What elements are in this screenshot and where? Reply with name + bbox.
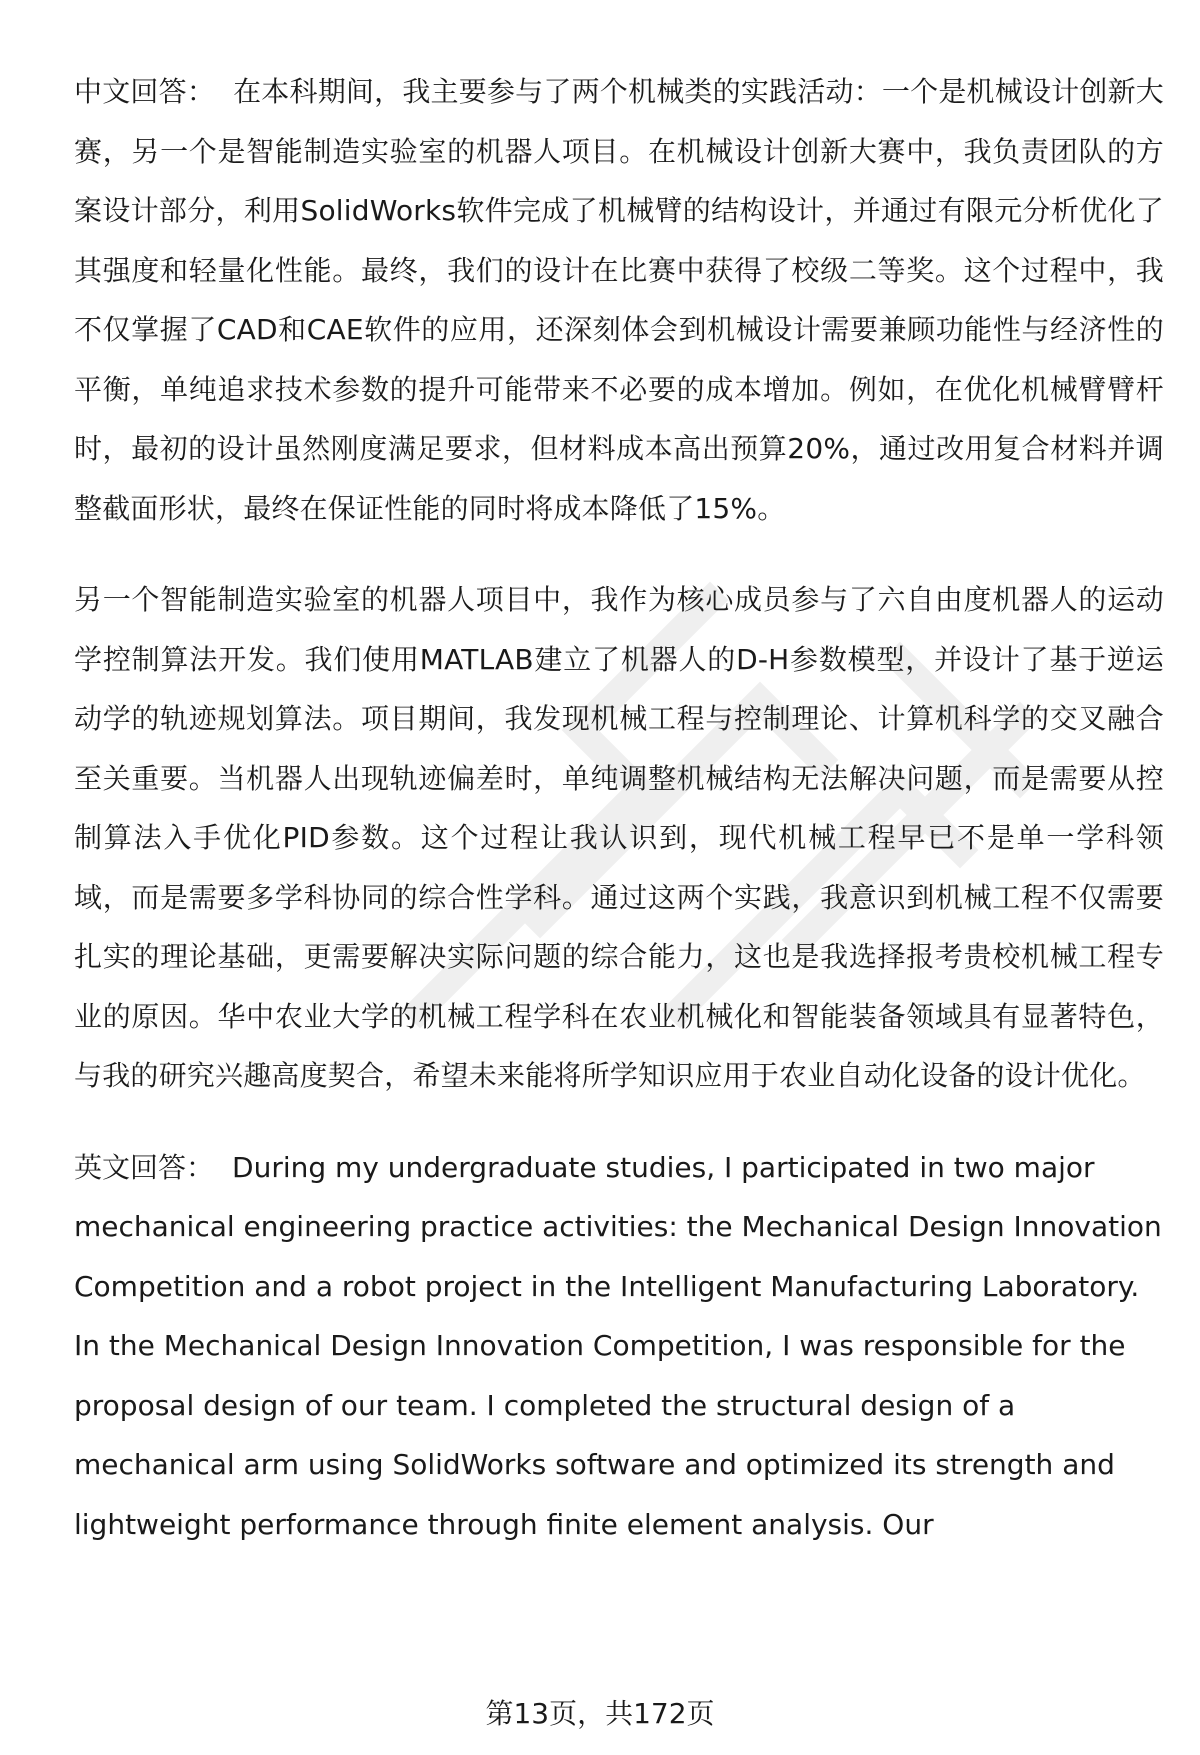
answer-label-chinese: 中文回答： [74, 75, 216, 108]
paragraph-chinese-answer-2 [74, 570, 1164, 1106]
paragraph-text: 在本科期间，我主要参与了两个机械类的实践活动：一个是机械设计创新大赛，另一个是智能制造实验室的机器人项目。在机械设计创新大赛中，我负责团队的方案设计部分，利用SolidWorks软件完成了机械臂的结构设计，并通过有限元分析优化了其强度和轻量化性能。最终，我们的设计在比赛中获得了校级二等奖。这个过程中，我不仅掌握了CAD和CAE软件的应用，还深刻体会到机械设计需要兼顾功能性与经济性的平衡，单纯追求技术参数的提升可能带来不必要的成本增加。例如，在优化机械臂臂杆时，最初的设计虽然刚度满足要求，但材料成本高出预算20%，通过改用复合材料并调整截面形状，最终在保证性能的同时将成本降低了15%。 [74, 75, 1164, 525]
paragraph-english-answer [74, 1138, 1164, 1555]
paragraph-text: During my undergraduate studies, I participated in two major mechanical engineering practice activities: the Mechanical Design Innovation Competition and a robot project in the Intelligent Manufacturing Laboratory. In the Mechanical Design Innovation Competition, I was responsible for the proposal design of our team. I completed the structural design of a mechanical arm using SolidWorks software and optimized its strength and lightweight performance through finite element analysis. Our [74, 1150, 1162, 1541]
paragraph-chinese-answer-1 [74, 62, 1164, 538]
document-body [74, 62, 1164, 1586]
answer-label-english: 英文回答： [74, 1150, 215, 1184]
page-number-footer: 第13页，共172页 [485, 1697, 715, 1730]
paragraph-text: 另一个智能制造实验室的机器人项目中，我作为核心成员参与了六自由度机器人的运动学控制算法开发。我们使用MATLAB建立了机器人的D-H参数模型，并设计了基于逆运动学的轨迹规划算法。项目期间，我发现机械工程与控制理论、计算机科学的交叉融合至关重要。当机器人出现轨迹偏差时，单纯调整机械结构无法解决问题，而是需要从控制算法入手优化PID参数。这个过程让我认识到，现代机械工程早已不是单一学科领域，而是需要多学科协同的综合性学科。通过这两个实践，我意识到机械工程不仅需要扎实的理论基础，更需要解决实际问题的综合能力，这也是我选择报考贵校机械工程专业的原因。华中农业大学的机械工程学科在农业机械化和智能装备领域具有显著特色，与我的研究兴趣高度契合，希望未来能将所学知识应用于农业自动化设备的设计优化。 [74, 583, 1164, 1092]
